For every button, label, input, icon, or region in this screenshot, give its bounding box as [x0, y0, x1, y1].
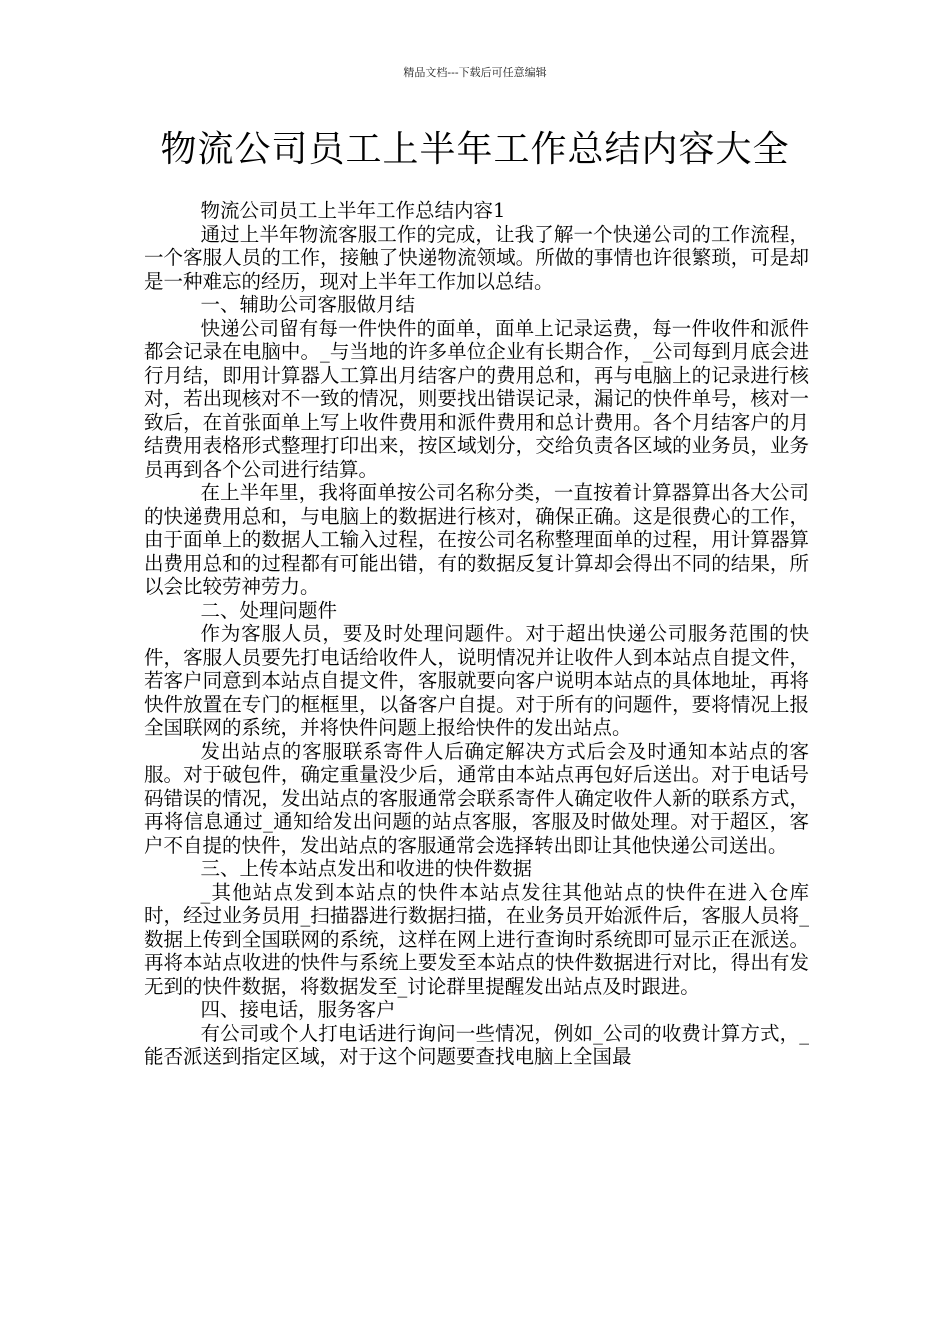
- paragraph-intro: 通过上半年物流客服工作的完成，让我了解一个快递公司的工作流程，一个客服人员的工作，接触了快递物流领域。所做的事情也许很繁琐，可是却是一种难忘的经历，现对上半年工作加以总结。: [144, 222, 809, 293]
- section-heading-2: 二、处理问题件: [200, 598, 338, 622]
- paragraph-monthly-settlement: 快递公司留有每一件快件的面单，面单上记录运费，每一件收件和派件都会记录在电脑中。_与当地的许多单位企业有长期合作，_公司每到月底会进行月结，即用计算器人工算出月结客户的费用总和，再与电脑上的记录进行核对，若出现核对不一致的情况，则要找出错误记录，漏记的快件单号，核对一致后，在首张面单上写上收件费用和派件费用和总计费用。各个月结客户的月结费用表格形式整理打印出来，按区域划分，交给负责各区域的业务员，业务员再到各个公司进行结算。: [144, 316, 809, 481]
- paragraph-upload-data: _其他站点发到本站点的快件本站点发往其他站点的快件在进入仓库时，经过业务员用_扫描器进行数据扫描，在业务员开始派件后，客服人员将_数据上传到全国联网的系统，这样在网上进行查询时系统即可显示正在派送。再将本站点收进的快件与系统上要发至本站点的快件数据进行对比，得出有发无到的快件数据，将数据发至_讨论群里提醒发出站点及时跟进。: [144, 880, 809, 998]
- paragraph-sender-station: 发出站点的客服联系寄件人后确定解决方式后会及时通知本站点的客服。对于破包件，确定重量没少后，通常由本站点再包好后送出。对于电话号码错误的情况，发出站点的客服通常会联系寄件人确定收件人新的联系方式，再将信息通过_通知给发出问题的站点客服，客服及时做处理。对于超区，客户不自提的快件，发出站点的客服通常会选择转出即让其他快递公司送出。: [144, 739, 809, 857]
- section-heading-1: 一、辅助公司客服做月结: [200, 293, 416, 316]
- paragraph-sorting-waybills: 在上半年里，我将面单按公司名称分类，一直按着计算器算出各大公司的快递费用总和，与电脑上的数据进行核对，确保正确。这是很费心的工作，由于面单上的数据人工输入过程，在按公司名称整理面单的过程，用计算器算出费用总和的过程都有可能出错，有的数据反复计算却会得出不同的结果，所以会比较劳神劳力。: [144, 481, 809, 598]
- paragraph-problem-parcels: 作为客服人员，要及时处理问题件。对于超出快递公司服务范围的快件，客服人员要先打电话给收件人，说明情况并让收件人到本站点自提文件，若客户同意到本站点自提文件，客服就要向客户说明本站点的具体地址，再将快件放置在专门的框框里，以备客户自提。对于所有的问题件，要将情况上报全国联网的系统，并将快件问题上报给快件的发出站点。: [144, 622, 809, 739]
- header-note: 精品文档---下载后可任意编辑: [403, 66, 547, 79]
- section-heading-4: 四、接电话，服务客户: [200, 998, 396, 1021]
- section-heading-3: 三、上传本站点发出和收进的快件数据: [200, 857, 533, 880]
- subtitle: 物流公司员工上半年工作总结内容1: [200, 199, 506, 222]
- paragraph-phone-service: 有公司或个人打电话进行询问一些情况，例如_公司的收费计算方式，_能否派送到指定区域，对于这个问题要查找电脑上全国最: [144, 1021, 809, 1068]
- document-body: [144, 199, 809, 1069]
- document-title: 物流公司员工上半年工作总结内容大全: [160, 129, 790, 170]
